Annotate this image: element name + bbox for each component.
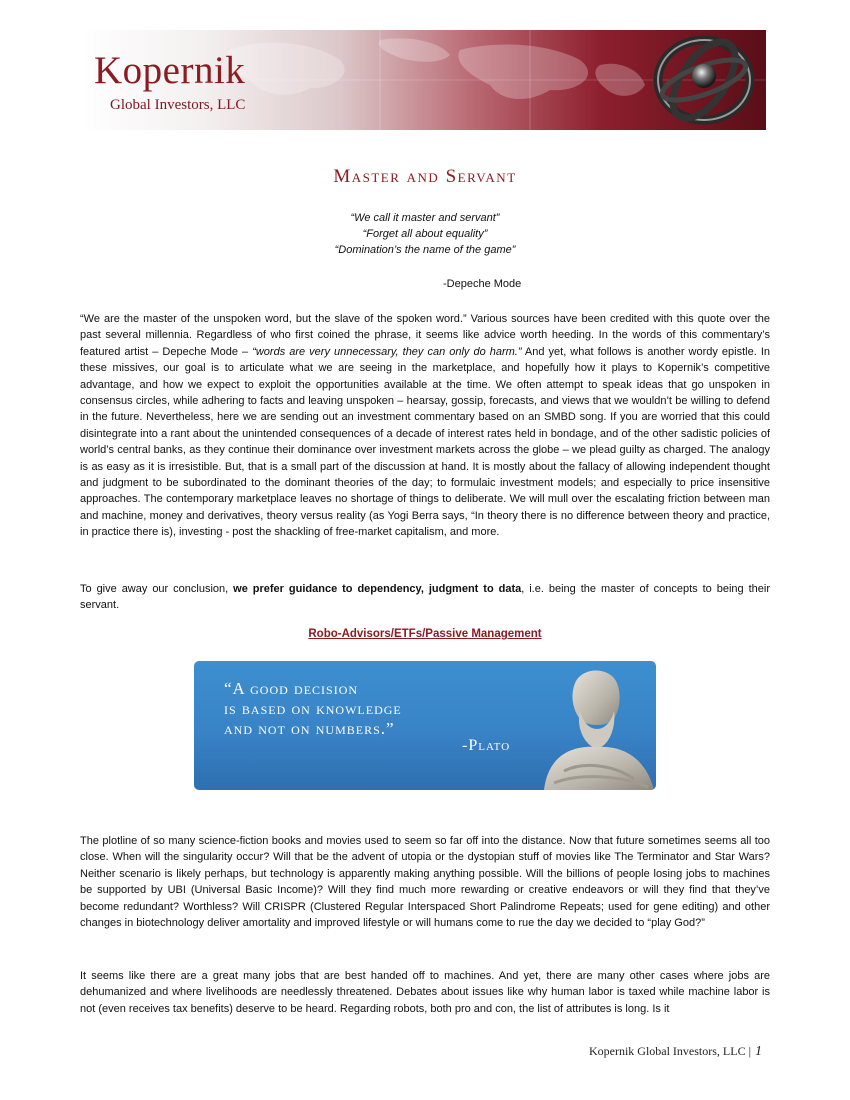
quote-line: and not on numbers.” [224,719,395,738]
body-paragraph [80,581,770,614]
paragraph-text: “We are the master of the unspoken word, but the slave of the spoken word.” Various sources have been credited with this quote over the past several millennia. Regardless of who first coined the phrase, it seems like advice worth heeding. In the words of this commentary’s featured artist – Depeche Mode – [80,313,770,358]
paragraph-text: To give away our conclusion, [80,583,234,595]
bold-conclusion: we prefer guidance to dependency, judgment to data [233,583,522,595]
italic-quote: “words are very unnecessary, they can only do harm.” [252,345,522,358]
body-paragraph: The plotline of so many science-fiction books and movies used to seem so far off into the distance. Now that future sometimes seems all too close. When will the singularity occur? Will that be the advent of utopia or the dystopian stuff of movies like The Terminator and Star Wars? Neither scenario is likely perhaps, but technology is apparently making anything possible. Will the billions of people losing jobs to machines be supported by UBI (Universal Basic Income)? Will they find much more rewarding or creative endeavors or will they find that they’ve become redundant? Worthless? Will CRISPR (Clustered Regular Interspaced Short Palindrome Repeats; used for gene editing) and other changes in biotechnology deliver amortality and improved lifestyle or will humans come to rue the day we decided to “play God?” [80,835,770,930]
paragraph-text: And yet, what follows is another wordy epistle. In these missives, our goal is to articulate what we are seeing in the marketplace, and hopefully how it plays to Kopernik’s competitive advantage, and how we expect to exploit the opportunities available at the time. We often attempt to speak ideas that go unspoken in consensus circles, while adhering to facts and leaving unspoken – hearsay, gossip, forecasts, and views that we wouldn’t be willing to defend in the future. Nevertheless, here we are sending out an investment commentary based on an SMBD song. If you are worried that this could disintegrate into a rant about the unintended consequences of a decade of interest rates held in bondage, and of the other sadistic policies of world’s central banks, as they continue their dominance over investment markets across the globe – we plead guilty as charged. The analogy is as easy as it is irresistible. But, that is a small part of the discussion at hand. It is mostly about the fallacy of allowing independent thought and judgment to be subordinated to the dominant theories of the day; to formulaic investment models; and especially to price insensitive approaches. The contemporary marketplace leaves no shortage of things to deliberate. We will mull over the escalating friction between man and machine, money and derivatives, theory versus reality (as Yogi Berra says, “In theory there is no difference between theory and practice, in practice there is), investing - post the shackling of free-market capitalism, and more. [80,345,770,539]
plato-author: -Plato [462,737,511,754]
paragraph-text: , i.e. being the master of concepts to being their servant. [80,583,771,612]
quote-line: is based on knowledge [224,699,402,718]
epigraph-line: “Forget all about equality” [362,228,488,240]
body-paragraph: It seems like there are a great many jobs that are best handed off to machines. And yet, there are many other cases where jobs are dehumanized and where livelihoods are needlessly threatened. Debates about issues like why human labor is taxed while machine labor is not (even receives tax benefits) deserve to be heard. Regarding robots, both pro and con, the list of attributes is long. Is it [80,970,770,1015]
logo-name: Kopernik [94,49,246,92]
epigraph-line: “We call it master and servant” [350,212,500,224]
epigraph-attribution: -Depeche Mode [443,278,522,290]
footer-text: Kopernik Global Investors, LLC | [588,1044,751,1058]
plato-quote-text [224,679,402,739]
logo-subtitle: Global Investors, LLC [110,97,246,113]
body-paragraph [80,311,770,541]
quote-line: “A good decision [224,679,359,698]
plato-quote-image [194,661,656,790]
page-title: Master and Servant [333,166,517,187]
epigraph [0,210,850,258]
plato-statue-graphic [524,661,656,790]
page-footer [589,1044,762,1060]
section-heading: Robo-Advisors/ETFs/Passive Management [308,628,542,640]
epigraph-line: “Domination’s the name of the game” [334,244,516,256]
kopernik-orb-icon [644,30,764,130]
page-number: 1 [755,1044,762,1059]
